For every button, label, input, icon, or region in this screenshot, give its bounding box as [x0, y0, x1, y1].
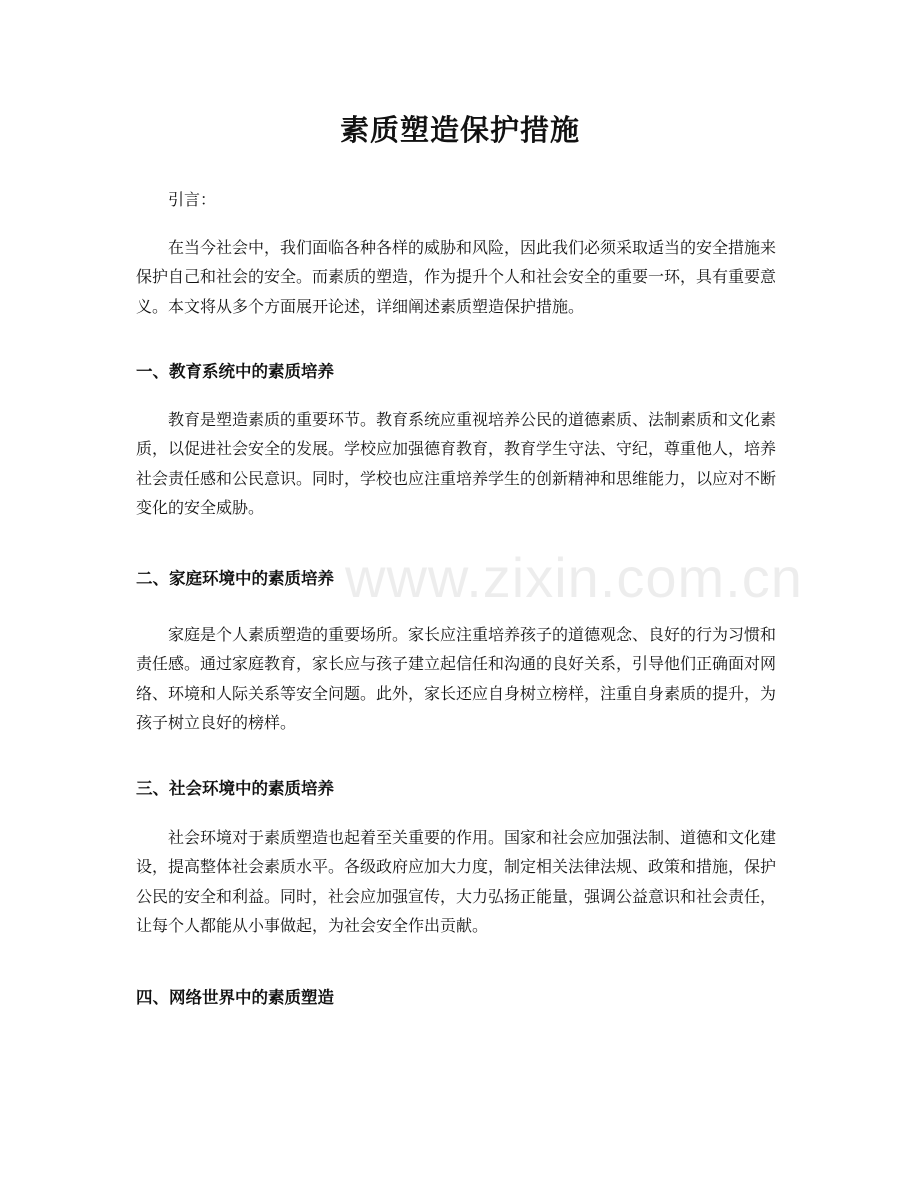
intro-label: 引言： [168, 190, 217, 209]
section-paragraph-3: 社会环境对于素质塑造也起着至关重要的作用。国家和社会应加强法制、道德和文化建设，提高整体社会素质水平。各级政府应加大力度，制定相关法律法规、政策和措施，保护公民的安全和利益。同时，社会应加强宣传，大力弘扬正能量，强调公益意识和社会责任，让每个人都能从小事做起，为社会安全作出贡献。 [136, 828, 777, 935]
section-heading-2: 二、家庭环境中的素质培养 [136, 569, 334, 588]
section-heading-3: 三、社会环境中的素质培养 [136, 779, 334, 798]
section-paragraph-2: 家庭是个人素质塑造的重要场所。家长应注重培养孩子的道德观念、良好的行为习惯和责任感。通过家庭教育，家长应与孩子建立起信任和沟通的良好关系，引导他们正确面对网络、环境和人际关系等安全问题。此外，家长还应自身树立榜样，注重自身素质的提升，为孩子树立良好的榜样。 [136, 625, 777, 732]
section-heading-4: 四、网络世界中的素质塑造 [136, 988, 334, 1007]
document-title: 素质塑造保护措施 [339, 113, 580, 147]
watermark-text: www.zixin.com.cn [345, 546, 803, 609]
section-heading-1: 一、教育系统中的素质培养 [136, 362, 334, 381]
intro-paragraph: 在当今社会中，我们面临各种各样的威胁和风险，因此我们必须采取适当的安全措施来保护自己和社会的安全。而素质的塑造，作为提升个人和社会安全的重要一环，具有重要意义。本文将从多个方面展开论述，详细阐述素质塑造保护措施。 [136, 238, 777, 316]
section-paragraph-1: 教育是塑造素质的重要环节。教育系统应重视培养公民的道德素质、法制素质和文化素质，以促进社会安全的发展。学校应加强德育教育，教育学生守法、守纪，尊重他人，培养社会责任感和公民意识。同时，学校也应注重培养学生的创新精神和思维能力，以应对不断变化的安全威胁。 [136, 410, 777, 517]
